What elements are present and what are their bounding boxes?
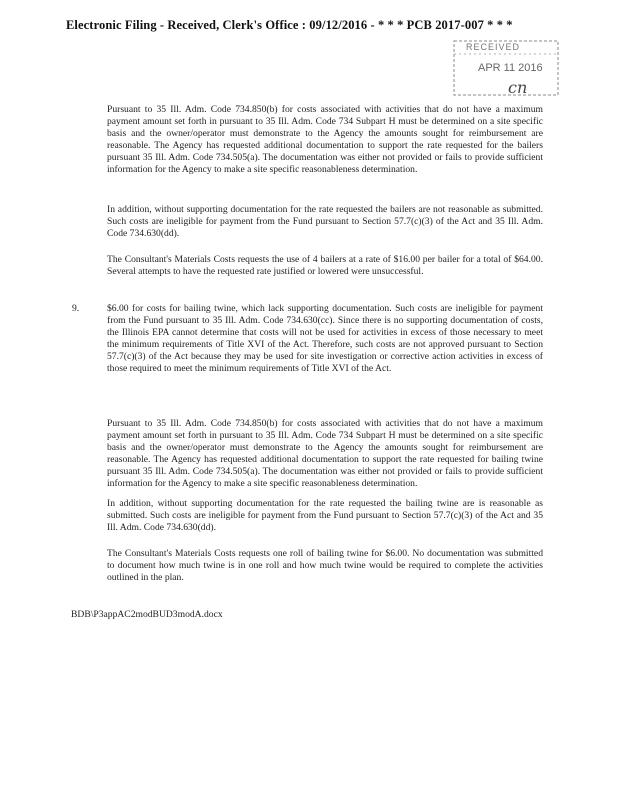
stamp-date: APR 11 2016 <box>478 62 543 74</box>
paragraph-twine-materials-cost: The Consultant's Materials Costs requests one roll of bailing twine for $6.00. No documentation was submitted to document how much twine is in one roll and how much twine would be required to complete the activities outlined in the plan. <box>107 548 543 584</box>
stamp-received-label: RECEIVED <box>466 42 521 52</box>
paragraph-twine-ineligible: In addition, without supporting documentation for the rate requested the bailing twine are is reasonable as submitted. Such costs are ineligible for payment from the Fund pursuant to Section 57.7(c)(3) of the Act and 35 Ill. Adm. Code 734.630(dd). <box>107 498 543 534</box>
paragraph-twine-reasonableness: Pursuant to 35 Ill. Adm. Code 734.850(b) for costs associated with activities that do not have a maximum payment amount set forth in pursuant to 35 Ill. Adm. Code 734 Subpart H must be determined on a site specific basis and the owner/operator must demonstrate to the Agency the amounts sought for reimbursement are reasonable. The Agency has requested additional documentation to support the rate requested for bailing twine pursuant 35 Ill. Adm. Code 734.505(a). The documentation was either not provided or fails to provide sufficient information for the Agency to make a site specific reasonableness determination. <box>107 418 543 490</box>
paragraph-twine-lack-documentation: $6.00 for costs for bailing twine, which lack supporting documentation. Such costs are ineligible for payment from the Fund pursuant to 35 Ill. Adm. Code 734.630(cc). Since there is no supporting documentation of costs, the Illinois EPA cannot determine that costs will not be used for activities in excess of those necessary to meet the minimum requirements of Title XVI of the Act. Therefore, such costs are not approved pursuant to Section 57.7(c)(3) of the Act because they may be used for site investigation or corrective action activities in excess of those required to meet the minimum requirements of Title XVI of the Act. <box>107 303 543 375</box>
filing-header: Electronic Filing - Received, Clerk's Office : 09/12/2016 - * * * PCB 2017-007 * * * <box>66 18 513 32</box>
stamp-initials: cn <box>508 78 528 97</box>
received-stamp <box>452 40 560 96</box>
paragraph-bailer-reasonableness: Pursuant to 35 Ill. Adm. Code 734.850(b) for costs associated with activities that do not have a maximum payment amount set forth in pursuant to 35 Ill. Adm. Code 734 Subpart H must be determined on a site specific basis and the owner/operator must demonstrate to the Agency the amounts sought for reimbursement are reasonable. The Agency has requested additional documentation to support the rate requested for the bailers pursuant 35 Ill. Adm. Code 734.505(a). The documentation was either not provided or fails to provide sufficient information for the Agency to make a site specific reasonableness determination. <box>107 104 543 176</box>
paragraph-bailer-materials-cost: The Consultant's Materials Costs requests the use of 4 bailers at a rate of $16.00 per bailer for a total of $64.00. Several attempts to have the requested rate justified or lowered were unsuccessful. <box>107 254 543 278</box>
item-number: 9. <box>72 303 80 314</box>
paragraph-bailer-ineligible: In addition, without supporting documentation for the rate requested the bailers are not reasonable as submitted. Such costs are ineligible for payment from the Fund pursuant to Section 57.7(c)(3) of the Act and 35 Ill. Adm. Code 734.630(dd). <box>107 204 543 240</box>
document-filename: BDB\P3appAC2modBUD3modA.docx <box>71 609 223 620</box>
